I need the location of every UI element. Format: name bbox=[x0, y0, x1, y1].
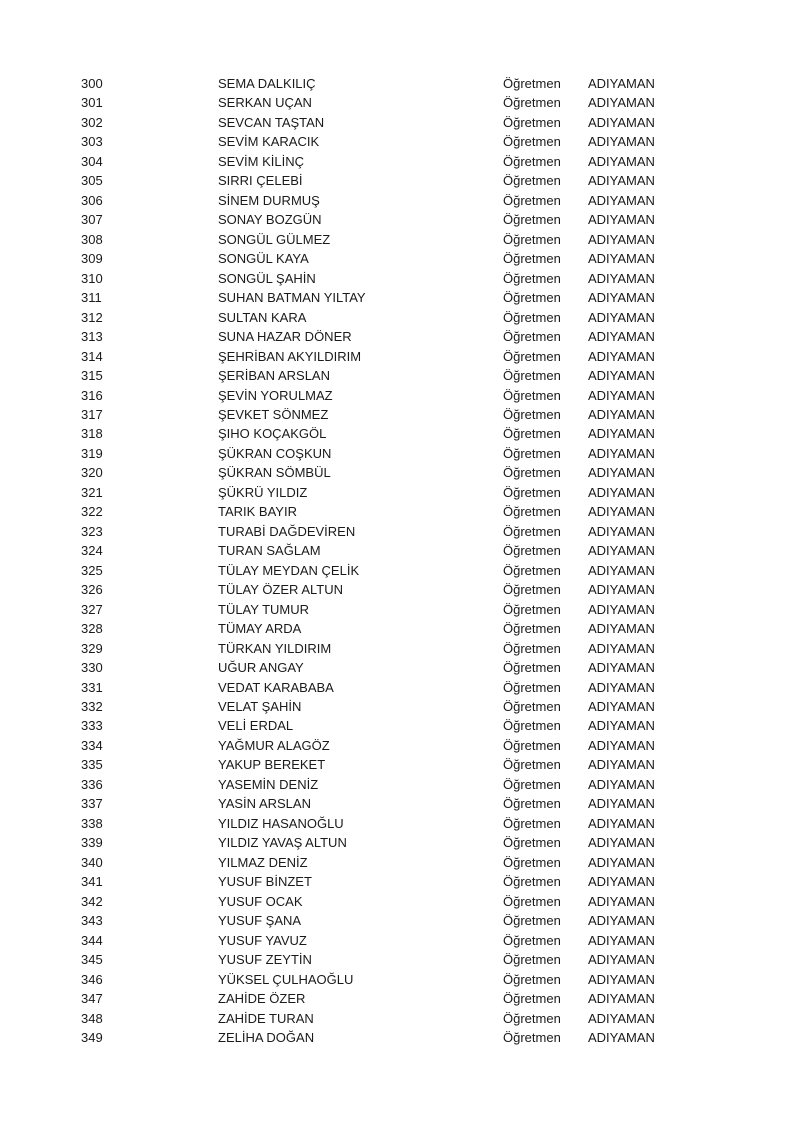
person-name: ZAHİDE ÖZER bbox=[218, 991, 306, 1007]
person-name: TARIK BAYIR bbox=[218, 504, 297, 520]
person-role: Öğretmen bbox=[503, 543, 561, 559]
person-name: UĞUR ANGAY bbox=[218, 660, 304, 676]
person-role: Öğretmen bbox=[503, 523, 561, 539]
table-row bbox=[0, 269, 800, 288]
row-number: 318 bbox=[81, 426, 103, 442]
person-city: ADIYAMAN bbox=[588, 718, 655, 734]
table-row bbox=[0, 853, 800, 872]
row-number: 323 bbox=[81, 523, 103, 539]
person-name: SEVİM KARACIK bbox=[218, 134, 320, 150]
person-role: Öğretmen bbox=[503, 134, 561, 150]
row-number: 332 bbox=[81, 699, 103, 714]
person-role: Öğretmen bbox=[503, 699, 561, 714]
person-name: SEVİM KİLİNÇ bbox=[218, 153, 304, 169]
person-city: ADIYAMAN bbox=[588, 153, 655, 169]
person-role: Öğretmen bbox=[503, 445, 561, 461]
table-row bbox=[0, 1028, 800, 1047]
person-city: ADIYAMAN bbox=[588, 913, 655, 929]
row-number: 340 bbox=[81, 854, 103, 870]
person-name: ZELİHA DOĞAN bbox=[218, 1029, 315, 1045]
person-role: Öğretmen bbox=[503, 231, 561, 247]
person-role: Öğretmen bbox=[503, 329, 561, 345]
table-row bbox=[0, 678, 800, 697]
row-number: 346 bbox=[81, 971, 103, 987]
table-row bbox=[0, 230, 800, 249]
row-number: 320 bbox=[81, 465, 103, 481]
row-number: 305 bbox=[81, 173, 103, 189]
row-number: 324 bbox=[81, 543, 103, 559]
table-row bbox=[0, 502, 800, 521]
row-number: 326 bbox=[81, 582, 103, 598]
table-row bbox=[0, 463, 800, 482]
person-role: Öğretmen bbox=[503, 601, 561, 617]
person-city: ADIYAMAN bbox=[588, 270, 655, 286]
person-name: YASEMİN DENİZ bbox=[218, 776, 319, 792]
person-city: ADIYAMAN bbox=[588, 504, 655, 520]
person-name: TÜRKAN YILDIRIM bbox=[218, 640, 332, 656]
person-name: ZAHİDE TURAN bbox=[218, 1010, 314, 1026]
row-number: 333 bbox=[81, 718, 103, 734]
row-number: 302 bbox=[81, 114, 103, 130]
table-row bbox=[0, 424, 800, 443]
person-role: Öğretmen bbox=[503, 251, 561, 267]
row-number: 336 bbox=[81, 776, 103, 792]
person-city: ADIYAMAN bbox=[588, 173, 655, 189]
person-city: ADIYAMAN bbox=[588, 874, 655, 890]
person-name: YUSUF BİNZET bbox=[218, 874, 312, 890]
row-number: 312 bbox=[81, 309, 103, 325]
person-role: Öğretmen bbox=[503, 114, 561, 130]
roster-table bbox=[0, 74, 800, 1047]
person-city: ADIYAMAN bbox=[588, 406, 655, 422]
person-city: ADIYAMAN bbox=[588, 290, 655, 306]
person-role: Öğretmen bbox=[503, 368, 561, 384]
person-name: VELİ ERDAL bbox=[218, 718, 294, 734]
table-row bbox=[0, 288, 800, 307]
person-city: ADIYAMAN bbox=[588, 679, 655, 695]
row-number: 325 bbox=[81, 562, 103, 578]
row-number: 327 bbox=[81, 601, 103, 617]
person-role: Öğretmen bbox=[503, 640, 561, 656]
table-row bbox=[0, 171, 800, 190]
person-name: YUSUF OCAK bbox=[218, 893, 303, 909]
person-name: YASİN ARSLAN bbox=[218, 796, 311, 812]
person-role: Öğretmen bbox=[503, 621, 561, 637]
table-row bbox=[0, 561, 800, 580]
person-name: VELAT ŞAHİN bbox=[218, 699, 302, 714]
table-row bbox=[0, 872, 800, 891]
table-row bbox=[0, 697, 800, 716]
person-role: Öğretmen bbox=[503, 991, 561, 1007]
person-city: ADIYAMAN bbox=[588, 815, 655, 831]
table-row bbox=[0, 93, 800, 112]
person-name: SERKAN UÇAN bbox=[218, 95, 312, 111]
person-role: Öğretmen bbox=[503, 679, 561, 695]
person-name: SONGÜL KAYA bbox=[218, 251, 309, 267]
person-name: YUSUF ZEYTİN bbox=[218, 952, 312, 968]
person-name: ŞÜKRAN COŞKUN bbox=[218, 445, 332, 461]
person-name: YÜKSEL ÇULHAOĞLU bbox=[218, 971, 354, 987]
table-row bbox=[0, 191, 800, 210]
person-role: Öğretmen bbox=[503, 406, 561, 422]
person-name: SIRRI ÇELEBİ bbox=[218, 173, 303, 189]
row-number: 304 bbox=[81, 153, 103, 169]
row-number: 319 bbox=[81, 445, 103, 461]
person-role: Öğretmen bbox=[503, 309, 561, 325]
person-city: ADIYAMAN bbox=[588, 1029, 655, 1045]
person-role: Öğretmen bbox=[503, 76, 561, 91]
person-name: VEDAT KARABABA bbox=[218, 679, 334, 695]
table-row bbox=[0, 249, 800, 268]
person-city: ADIYAMAN bbox=[588, 796, 655, 812]
row-number: 337 bbox=[81, 796, 103, 812]
person-city: ADIYAMAN bbox=[588, 309, 655, 325]
row-number: 347 bbox=[81, 991, 103, 1007]
person-name: ŞÜKRAN SÖMBÜL bbox=[218, 465, 331, 481]
person-name: YAĞMUR ALAGÖZ bbox=[218, 737, 330, 753]
person-role: Öğretmen bbox=[503, 1029, 561, 1045]
row-number: 334 bbox=[81, 737, 103, 753]
person-city: ADIYAMAN bbox=[588, 562, 655, 578]
person-role: Öğretmen bbox=[503, 95, 561, 111]
row-number: 349 bbox=[81, 1029, 103, 1045]
person-role: Öğretmen bbox=[503, 660, 561, 676]
person-name: YUSUF ŞANA bbox=[218, 913, 302, 929]
person-name: TURABİ DAĞDEVİREN bbox=[218, 523, 356, 539]
person-city: ADIYAMAN bbox=[588, 445, 655, 461]
table-row bbox=[0, 989, 800, 1008]
table-row bbox=[0, 347, 800, 366]
person-city: ADIYAMAN bbox=[588, 76, 655, 91]
table-row bbox=[0, 600, 800, 619]
person-role: Öğretmen bbox=[503, 387, 561, 403]
person-city: ADIYAMAN bbox=[588, 114, 655, 130]
person-name: SONAY BOZGÜN bbox=[218, 212, 322, 228]
person-city: ADIYAMAN bbox=[588, 368, 655, 384]
person-city: ADIYAMAN bbox=[588, 465, 655, 481]
row-number: 310 bbox=[81, 270, 103, 286]
person-role: Öğretmen bbox=[503, 952, 561, 968]
person-city: ADIYAMAN bbox=[588, 212, 655, 228]
row-number: 301 bbox=[81, 95, 103, 111]
row-number: 343 bbox=[81, 913, 103, 929]
row-number: 309 bbox=[81, 251, 103, 267]
person-name: TÜLAY TUMUR bbox=[218, 601, 310, 617]
person-role: Öğretmen bbox=[503, 835, 561, 851]
person-city: ADIYAMAN bbox=[588, 134, 655, 150]
row-number: 341 bbox=[81, 874, 103, 890]
person-city: ADIYAMAN bbox=[588, 893, 655, 909]
table-row bbox=[0, 794, 800, 813]
person-name: ŞERİBAN ARSLAN bbox=[218, 368, 330, 384]
person-role: Öğretmen bbox=[503, 932, 561, 948]
row-number: 335 bbox=[81, 757, 103, 773]
person-name: ŞEVİN YORULMAZ bbox=[218, 387, 333, 403]
table-row bbox=[0, 814, 800, 833]
person-role: Öğretmen bbox=[503, 270, 561, 286]
person-name: ŞEVKET SÖNMEZ bbox=[218, 406, 329, 422]
table-row bbox=[0, 639, 800, 658]
person-city: ADIYAMAN bbox=[588, 932, 655, 948]
person-name: SULTAN KARA bbox=[218, 309, 307, 325]
person-role: Öğretmen bbox=[503, 465, 561, 481]
person-role: Öğretmen bbox=[503, 815, 561, 831]
person-role: Öğretmen bbox=[503, 192, 561, 208]
table-row bbox=[0, 405, 800, 424]
person-role: Öğretmen bbox=[503, 796, 561, 812]
row-number: 316 bbox=[81, 387, 103, 403]
table-row bbox=[0, 444, 800, 463]
person-city: ADIYAMAN bbox=[588, 660, 655, 676]
person-name: YILDIZ HASANOĞLU bbox=[218, 815, 344, 831]
person-role: Öğretmen bbox=[503, 971, 561, 987]
person-city: ADIYAMAN bbox=[588, 484, 655, 500]
person-city: ADIYAMAN bbox=[588, 387, 655, 403]
person-city: ADIYAMAN bbox=[588, 192, 655, 208]
person-city: ADIYAMAN bbox=[588, 952, 655, 968]
person-city: ADIYAMAN bbox=[588, 699, 655, 714]
table-row bbox=[0, 970, 800, 989]
row-number: 300 bbox=[81, 76, 103, 91]
person-city: ADIYAMAN bbox=[588, 523, 655, 539]
person-name: YUSUF YAVUZ bbox=[218, 932, 307, 948]
person-name: SEVCAN TAŞTAN bbox=[218, 114, 325, 130]
table-row bbox=[0, 386, 800, 405]
table-row bbox=[0, 619, 800, 638]
row-number: 303 bbox=[81, 134, 103, 150]
person-city: ADIYAMAN bbox=[588, 95, 655, 111]
row-number: 315 bbox=[81, 368, 103, 384]
person-city: ADIYAMAN bbox=[588, 582, 655, 598]
person-role: Öğretmen bbox=[503, 153, 561, 169]
person-name: YAKUP BEREKET bbox=[218, 757, 326, 773]
table-row bbox=[0, 541, 800, 560]
person-role: Öğretmen bbox=[503, 582, 561, 598]
person-name: YILMAZ DENİZ bbox=[218, 854, 308, 870]
row-number: 314 bbox=[81, 348, 103, 364]
table-row bbox=[0, 580, 800, 599]
row-number: 329 bbox=[81, 640, 103, 656]
table-row bbox=[0, 658, 800, 677]
row-number: 339 bbox=[81, 835, 103, 851]
person-city: ADIYAMAN bbox=[588, 854, 655, 870]
person-role: Öğretmen bbox=[503, 757, 561, 773]
table-row bbox=[0, 308, 800, 327]
person-city: ADIYAMAN bbox=[588, 601, 655, 617]
person-role: Öğretmen bbox=[503, 1010, 561, 1026]
person-role: Öğretmen bbox=[503, 504, 561, 520]
row-number: 331 bbox=[81, 679, 103, 695]
person-name: SEMA DALKILIÇ bbox=[218, 76, 316, 91]
table-row bbox=[0, 892, 800, 911]
person-role: Öğretmen bbox=[503, 737, 561, 753]
person-role: Öğretmen bbox=[503, 348, 561, 364]
row-number: 311 bbox=[81, 290, 102, 306]
row-number: 307 bbox=[81, 212, 103, 228]
person-name: TÜLAY MEYDAN ÇELİK bbox=[218, 562, 360, 578]
table-row bbox=[0, 911, 800, 930]
table-row bbox=[0, 74, 800, 93]
table-row bbox=[0, 833, 800, 852]
person-role: Öğretmen bbox=[503, 290, 561, 306]
table-row bbox=[0, 113, 800, 132]
person-name: SONGÜL ŞAHİN bbox=[218, 270, 316, 286]
table-row bbox=[0, 483, 800, 502]
row-number: 328 bbox=[81, 621, 103, 637]
table-row bbox=[0, 210, 800, 229]
person-role: Öğretmen bbox=[503, 854, 561, 870]
row-number: 321 bbox=[81, 484, 103, 500]
person-role: Öğretmen bbox=[503, 212, 561, 228]
person-name: YILDIZ YAVAŞ ALTUN bbox=[218, 835, 347, 851]
person-city: ADIYAMAN bbox=[588, 348, 655, 364]
person-name: TÜLAY ÖZER ALTUN bbox=[218, 582, 343, 598]
table-row bbox=[0, 755, 800, 774]
person-name: SUHAN BATMAN YILTAY bbox=[218, 290, 366, 306]
person-city: ADIYAMAN bbox=[588, 329, 655, 345]
row-number: 330 bbox=[81, 660, 103, 676]
row-number: 348 bbox=[81, 1010, 103, 1026]
person-city: ADIYAMAN bbox=[588, 776, 655, 792]
row-number: 345 bbox=[81, 952, 103, 968]
person-role: Öğretmen bbox=[503, 173, 561, 189]
row-number: 317 bbox=[81, 406, 103, 422]
table-row bbox=[0, 132, 800, 151]
row-number: 338 bbox=[81, 815, 103, 831]
table-row bbox=[0, 736, 800, 755]
row-number: 306 bbox=[81, 192, 103, 208]
person-city: ADIYAMAN bbox=[588, 991, 655, 1007]
person-role: Öğretmen bbox=[503, 562, 561, 578]
person-city: ADIYAMAN bbox=[588, 426, 655, 442]
person-role: Öğretmen bbox=[503, 776, 561, 792]
table-row bbox=[0, 950, 800, 969]
person-city: ADIYAMAN bbox=[588, 971, 655, 987]
person-city: ADIYAMAN bbox=[588, 1010, 655, 1026]
person-city: ADIYAMAN bbox=[588, 757, 655, 773]
table-row bbox=[0, 152, 800, 171]
person-name: SİNEM DURMUŞ bbox=[218, 192, 320, 208]
row-number: 342 bbox=[81, 893, 103, 909]
person-role: Öğretmen bbox=[503, 426, 561, 442]
person-city: ADIYAMAN bbox=[588, 835, 655, 851]
person-city: ADIYAMAN bbox=[588, 251, 655, 267]
row-number: 322 bbox=[81, 504, 103, 520]
table-row bbox=[0, 716, 800, 735]
table-row bbox=[0, 775, 800, 794]
person-name: TURAN SAĞLAM bbox=[218, 543, 321, 559]
person-city: ADIYAMAN bbox=[588, 231, 655, 247]
person-role: Öğretmen bbox=[503, 893, 561, 909]
row-number: 308 bbox=[81, 231, 103, 247]
table-row bbox=[0, 931, 800, 950]
person-city: ADIYAMAN bbox=[588, 640, 655, 656]
row-number: 313 bbox=[81, 329, 103, 345]
table-row bbox=[0, 366, 800, 385]
table-row bbox=[0, 1009, 800, 1028]
table-row bbox=[0, 522, 800, 541]
person-role: Öğretmen bbox=[503, 874, 561, 890]
person-city: ADIYAMAN bbox=[588, 543, 655, 559]
person-name: ŞEHRİBAN AKYILDIRIM bbox=[218, 348, 362, 364]
person-role: Öğretmen bbox=[503, 484, 561, 500]
row-number: 344 bbox=[81, 932, 103, 948]
person-name: ŞÜKRÜ YILDIZ bbox=[218, 484, 308, 500]
person-name: TÜMAY ARDA bbox=[218, 621, 302, 637]
person-name: ŞIHO KOÇAKGÖL bbox=[218, 426, 327, 442]
person-name: SUNA HAZAR DÖNER bbox=[218, 329, 352, 345]
table-row bbox=[0, 327, 800, 346]
person-city: ADIYAMAN bbox=[588, 621, 655, 637]
person-role: Öğretmen bbox=[503, 718, 561, 734]
person-role: Öğretmen bbox=[503, 913, 561, 929]
person-name: SONGÜL GÜLMEZ bbox=[218, 231, 331, 247]
person-city: ADIYAMAN bbox=[588, 737, 655, 753]
